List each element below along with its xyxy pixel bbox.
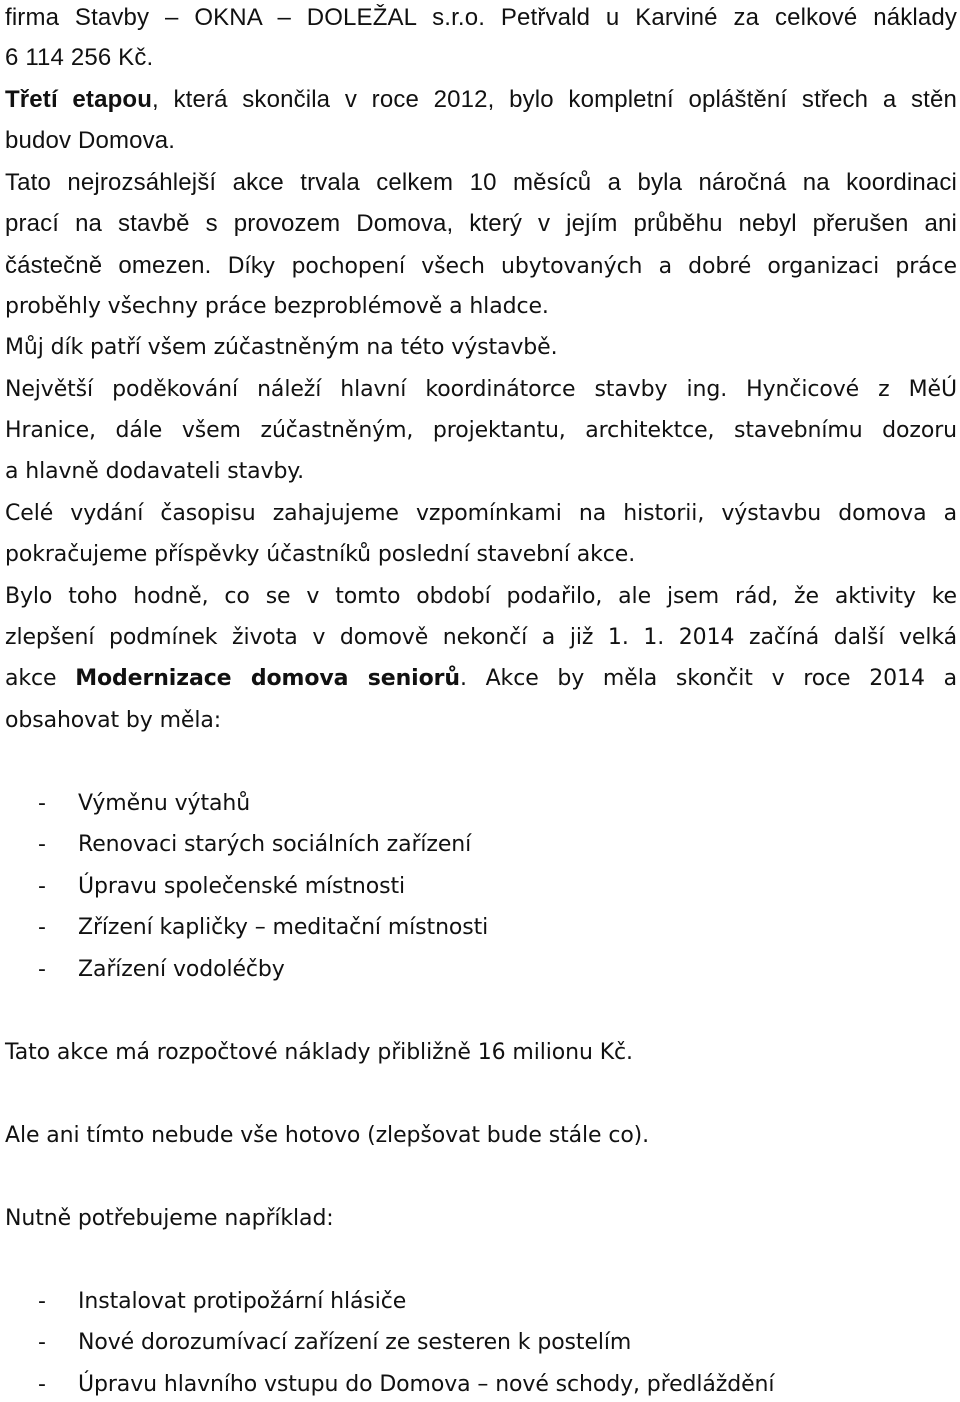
list-bullet: - (38, 1289, 46, 1314)
list-item-text: Výměnu výtahů (78, 791, 251, 816)
paragraph-2-line-1 (5, 85, 957, 115)
list-item (5, 1287, 945, 1317)
list-bullet: - (38, 957, 46, 982)
list-bullet: - (38, 874, 46, 899)
paragraph-6-line-3-b: . Akce by měla skončit v roce 2014 a (459, 666, 957, 691)
paragraph-5-line-1: Celé vydání časopisu zahajujeme vzpomínkami na historii, výstavbu domova a (5, 501, 957, 526)
list-item (5, 789, 945, 819)
paragraph-3-line-3-a: částečně omezen. (5, 252, 212, 279)
needs-line: Nutně potřebujeme například: (5, 1206, 334, 1231)
list-bullet: - (38, 791, 46, 816)
thanks-line: Můj dík patří všem zúčastněným na této výstavbě. (5, 335, 558, 360)
not-done-line: Ale ani tímto nebude vše hotovo (zlepšovat bude stále co). (5, 1123, 650, 1148)
list-bullet: - (38, 1330, 46, 1355)
list-item (5, 913, 945, 943)
third-stage-bold: Třetí etapou (5, 86, 152, 113)
list-item (5, 955, 945, 985)
modernization-bold: Modernizace domova seniorů (75, 666, 460, 691)
paragraph-4-line-3: a hlavně dodavateli stavby. (5, 459, 304, 484)
paragraph-6-line-3 (5, 664, 957, 694)
paragraph-1-line-1: firma Stavby – OKNA – DOLEŽAL s.r.o. Petřvald u Karviné za celkové náklady (5, 4, 957, 31)
paragraph-6-line-2: zlepšení podmínek života v domově nekončí a již 1. 1. 2014 začíná další velká (5, 625, 957, 650)
paragraph-6-line-4: obsahovat by měla: (5, 708, 222, 733)
list-item-text: Instalovat protipožární hlásiče (78, 1289, 407, 1314)
paragraph-1-line-2: 6 114 256 Kč. (5, 44, 154, 71)
paragraph-3-line-3 (5, 251, 957, 282)
list-item (5, 1328, 945, 1358)
paragraph-4-line-1: Největší poděkování náleží hlavní koordinátorce stavby ing. Hynčicové z MěÚ (5, 377, 957, 402)
paragraph-2-line-1-rest: , která skončila v roce 2012, bylo kompletní opláštění střech a stěn (152, 86, 957, 113)
paragraph-6-line-1: Bylo toho hodně, co se v tomto období podařilo, ale jsem rád, že aktivity ke (5, 584, 957, 609)
paragraph-2-line-2: budov Domova. (5, 127, 176, 154)
paragraph-3-line-1: Tato nejrozsáhlejší akce trvala celkem 10 měsíců a byla náročná na koordinaci (5, 169, 957, 196)
list-item-text: Zařízení vodoléčby (78, 957, 285, 982)
list-item-text: Úpravu společenské místnosti (78, 874, 406, 899)
list-item-text: Nové dorozumívací zařízení ze sesteren k postelím (78, 1330, 632, 1355)
paragraph-5-line-2: pokračujeme příspěvky účastníků poslední stavební akce. (5, 542, 636, 567)
list-item (5, 1370, 945, 1400)
paragraph-3-line-2: prací na stavbě s provozem Domova, který v jejím průběhu nebyl přerušen ani (5, 210, 957, 237)
paragraph-4-line-2: Hranice, dále všem zúčastněným, projektantu, architektce, stavebnímu dozoru (5, 418, 957, 443)
list-bullet: - (38, 915, 46, 940)
list-item-text: Zřízení kapličky – meditační místnosti (78, 915, 489, 940)
paragraph-3-line-4: proběhly všechny práce bezproblémově a hladce. (5, 294, 549, 319)
list-bullet: - (38, 832, 46, 857)
list-item (5, 830, 945, 860)
list-bullet: - (38, 1372, 46, 1397)
budget-line: Tato akce má rozpočtové náklady přibližně 16 milionu Kč. (5, 1040, 633, 1065)
list-item (5, 872, 945, 902)
paragraph-3-line-3-b: Díky pochopení všech ubytovaných a dobré organizaci práce (211, 254, 957, 279)
paragraph-6-line-3-a: akce (5, 666, 76, 691)
list-item-text: Renovaci starých sociálních zařízení (78, 832, 472, 857)
list-item-text: Úpravu hlavního vstupu do Domova – nové schody, předláždění (78, 1372, 775, 1397)
